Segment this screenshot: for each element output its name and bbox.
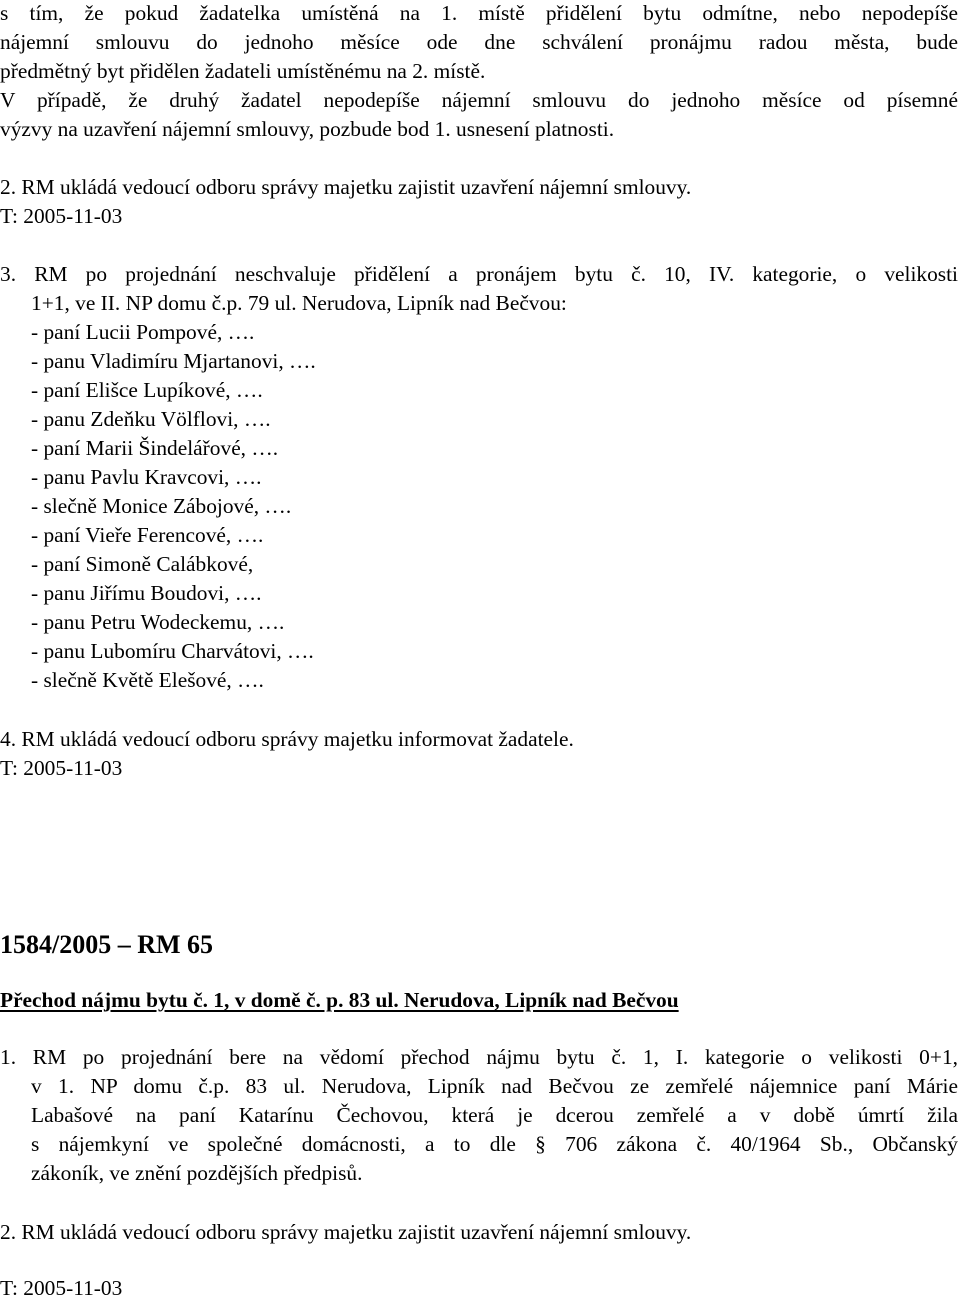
applicant-list-item: - panu Jiřímu Boudovi, …. <box>31 581 262 605</box>
paragraph-line: V případě, že druhý žadatel nepodepíše nájemní smlouvu do jednoho měsíce od písemné <box>0 88 958 112</box>
applicant-list-item: - paní Vieře Ferencové, …. <box>31 523 264 547</box>
applicant-list-item: - panu Petru Wodeckemu, …. <box>31 610 285 634</box>
resolution-item-1-cont: v 1. NP domu č.p. 83 ul. Nerudova, Lipník nad Bečvou ze zemřelé nájemnice paní Márie <box>31 1074 958 1098</box>
paragraph-line: s tím, že pokud žadatelka umístěná na 1. místě přidělení bytu odmítne, nebo nepodepíše <box>0 1 958 25</box>
resolution-item-2: 2. RM ukládá vedoucí odboru správy majetku zajistit uzavření nájemní smlouvy. <box>0 175 692 199</box>
applicant-list-item: - paní Elišce Lupíkové, …. <box>31 378 263 402</box>
resolution-item-3-cont: 1+1, ve II. NP domu č.p. 79 ul. Nerudova, Lipník nad Bečvou: <box>31 291 567 315</box>
applicant-list-item: - paní Lucii Pompové, …. <box>31 320 255 344</box>
applicant-list-item: - slečně Květě Elešové, …. <box>31 668 264 692</box>
applicant-list-item: - paní Simoně Calábkové, <box>31 552 254 576</box>
applicant-list-item: - panu Pavlu Kravcovi, …. <box>31 465 262 489</box>
resolution-item-1-cont: s nájemkyní ve společné domácnosti, a to dle § 706 zákona č. 40/1964 Sb., Občanský <box>31 1132 958 1156</box>
deadline-term: T: 2005-11-03 <box>0 1276 123 1300</box>
paragraph-line: předmětný byt přidělen žadateli umístěnému na 2. místě. <box>0 59 486 83</box>
applicant-list-item: - paní Marii Šindelářové, …. <box>31 436 279 460</box>
resolution-item-4: 4. RM ukládá vedoucí odboru správy majetku informovat žadatele. <box>0 727 574 751</box>
applicant-list-item: - panu Zdeňku Völflovi, …. <box>31 407 271 431</box>
resolution-subject: Přechod nájmu bytu č. 1, v domě č. p. 83 ul. Nerudova, Lipník nad Bečvou <box>0 988 679 1012</box>
resolution-item-1-cont: zákoník, ve znění pozdějších předpisů. <box>31 1161 363 1185</box>
applicant-list-item: - slečně Monice Zábojové, …. <box>31 494 292 518</box>
resolution-item-1: 1. RM po projednání bere na vědomí přechod nájmu bytu č. 1, I. kategorie o velikosti 0+1, <box>0 1045 958 1069</box>
applicant-list-item: - panu Lubomíru Charvátovi, …. <box>31 639 314 663</box>
deadline-term: T: 2005-11-03 <box>0 204 123 228</box>
resolution-item-1-cont: Labašové na paní Katarínu Čechovou, která je dcerou zemřelé a v době úmrtí žila <box>31 1103 958 1127</box>
applicant-list-item: - panu Vladimíru Mjartanovi, …. <box>31 349 316 373</box>
paragraph-line: nájemní smlouvu do jednoho měsíce ode dne schválení pronájmu radou města, bude <box>0 30 958 54</box>
deadline-term: T: 2005-11-03 <box>0 756 123 780</box>
resolution-item-2: 2. RM ukládá vedoucí odboru správy majetku zajistit uzavření nájemní smlouvy. <box>0 1220 692 1244</box>
resolution-heading: 1584/2005 – RM 65 <box>0 930 214 959</box>
resolution-item-3: 3. RM po projednání neschvaluje přidělení a pronájem bytu č. 10, IV. kategorie, o velikosti <box>0 262 958 286</box>
paragraph-line: výzvy na uzavření nájemní smlouvy, pozbude bod 1. usnesení platnosti. <box>0 117 615 141</box>
